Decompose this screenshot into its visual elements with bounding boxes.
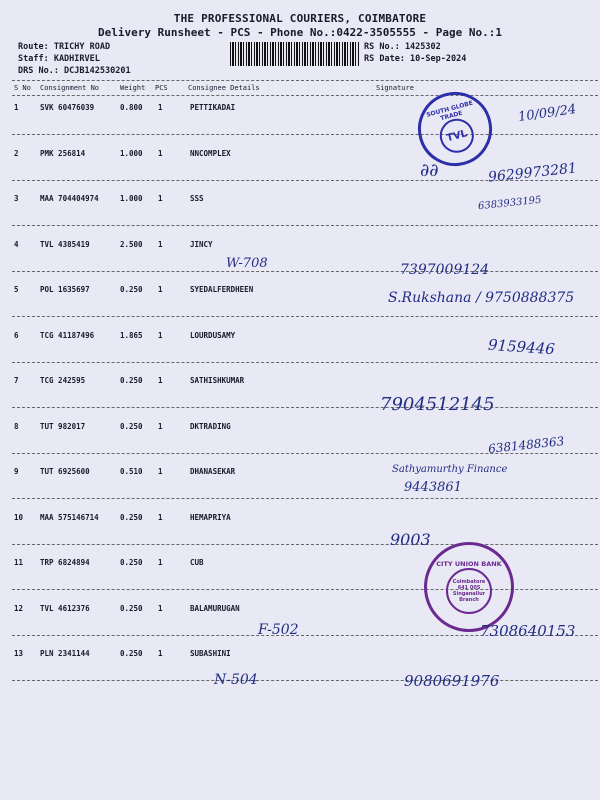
cell-weight: 0.250 (120, 603, 143, 613)
cell-consignment: POL 1635697 (40, 285, 90, 294)
cell-weight: 0.250 (120, 649, 143, 658)
cell-pcs: 1 (158, 194, 163, 203)
sig-row12-note: F-502 (258, 622, 299, 638)
cell-consignee: LOURDUSAMY (190, 330, 236, 340)
header-rule-top (12, 80, 598, 81)
route-label: Route: TRICHY ROAD (18, 42, 111, 52)
cell-pcs: 1 (158, 558, 163, 567)
sig-row10-phone: 9003 (390, 530, 431, 549)
sig-row2-mark: ∂∂ (420, 160, 439, 181)
row-divider (12, 498, 598, 499)
cell-weight: 0.250 (120, 376, 143, 385)
cell-sno: 1 (14, 103, 19, 112)
cell-sno: 9 (14, 467, 19, 476)
cell-weight: 1.000 (120, 194, 143, 203)
cell-pcs: 1 (158, 467, 163, 476)
cell-weight: 0.250 (120, 512, 143, 522)
cell-consignee: HEMAPRIYA (190, 512, 231, 522)
cell-weight: 1.000 (120, 148, 143, 158)
stamp-inner-text: TVL (436, 115, 478, 157)
cell-consignment: TUT 982017 (40, 421, 86, 431)
cell-consignment: PMK 256814 (40, 148, 86, 158)
row-divider (12, 134, 598, 135)
cell-sno: 8 (14, 421, 19, 431)
cell-pcs: 1 (158, 103, 163, 112)
cell-consignee: DHANASEKAR (190, 467, 236, 476)
sig-row13-phone: 9080691976 (404, 672, 500, 690)
cell-pcs: 1 (158, 376, 163, 385)
cell-weight: 0.250 (120, 558, 143, 567)
cell-weight: 0.250 (120, 285, 143, 294)
cell-pcs: 1 (158, 239, 163, 249)
cell-consignment: MAA 704404974 (40, 194, 99, 203)
cell-consignee: JINCY (190, 239, 213, 249)
cell-consignee: CUB (190, 558, 204, 567)
cell-consignment: TVL 4612376 (40, 603, 90, 613)
row-divider (12, 225, 598, 226)
sig-row6-phone: 9159446 (487, 335, 556, 359)
cell-consignment: TCG 41187496 (40, 330, 95, 340)
cell-sno: 7 (14, 376, 19, 385)
sig-row4-note: W-708 (226, 256, 268, 271)
cell-pcs: 1 (158, 603, 163, 613)
col-weight: Weight (120, 84, 146, 92)
cell-consignee: SATHISHKUMAR (190, 376, 245, 385)
sig-row1-date: 10/09/24 (517, 102, 578, 125)
cell-sno: 4 (14, 239, 19, 249)
cell-weight: 2.500 (120, 239, 143, 249)
col-signature: Signature (376, 84, 414, 92)
sig-row7-phone: 7904512145 (380, 394, 495, 415)
row-divider (12, 271, 598, 272)
cell-consignment: TUT 6925600 (40, 467, 90, 476)
col-consignment: Consignment No (40, 84, 100, 92)
cell-consignee: SYEDALFERDHEEN (190, 285, 254, 294)
header-rule-bottom (12, 95, 598, 96)
rs-number: RS No.: 1425302 (364, 42, 441, 52)
cell-consignment: MAA 575146714 (40, 512, 99, 522)
sig-row4-phone: 7397009124 (400, 262, 490, 278)
row-divider (12, 316, 598, 317)
cell-consignee: DKTRADING (190, 421, 231, 431)
sig-row9-phone: 9443861 (404, 480, 462, 495)
cell-pcs: 1 (158, 148, 163, 158)
cell-pcs: 1 (158, 512, 163, 522)
bank-stamp-name: CITY UNION BANK (436, 560, 502, 568)
cell-consignment: PLN 2341144 (40, 649, 90, 658)
bank-stamp-branch: Coimbatore 641 005 Singanallur Branch (446, 568, 492, 614)
sig-row2-phone: 9629973281 (487, 160, 578, 186)
sig-row9-name: Sathyamurthy Finance (392, 464, 508, 475)
cell-sno: 11 (14, 558, 24, 567)
cell-weight: 0.510 (120, 467, 143, 476)
cell-sno: 13 (14, 649, 24, 658)
cell-sno: 10 (14, 512, 24, 522)
cell-weight: 0.800 (120, 103, 143, 112)
cell-consignee: NNCOMPLEX (190, 148, 231, 158)
col-consignee: Consignee Details (188, 84, 260, 92)
cell-consignee: BALAMURUGAN (190, 603, 240, 613)
cell-sno: 3 (14, 194, 19, 203)
cell-consignee: SSS (190, 194, 204, 203)
cell-sno: 2 (14, 148, 19, 158)
row-divider (12, 407, 598, 408)
row-divider (12, 544, 598, 545)
cell-consignee: SUBASHINI (190, 649, 231, 658)
cell-sno: 5 (14, 285, 19, 294)
staff-label: Staff: KADHIRVEL (18, 54, 100, 64)
runsheet-subtitle: Delivery Runsheet - PCS - Phone No.:0422-3505555 - Page No.:1 (98, 26, 502, 39)
cell-consignment: TRP 6824894 (40, 558, 90, 567)
cell-consignee: PETTIKADAI (190, 103, 236, 112)
row-divider (12, 680, 598, 681)
sig-row12-phone: 7308640153 (480, 622, 576, 640)
cell-pcs: 1 (158, 649, 163, 658)
col-sno: S No (14, 84, 31, 92)
cell-pcs: 1 (158, 330, 163, 340)
cell-consignment: TCG 242595 (40, 376, 86, 385)
cell-consignment: TVL 4385419 (40, 239, 90, 249)
rs-date: RS Date: 10-Sep-2024 (364, 54, 467, 64)
company-title: THE PROFESSIONAL COURIERS, COIMBATORE (173, 12, 427, 25)
stamp-outer-text: SOUTH GLOBE TRADE (425, 99, 474, 123)
barcode-image (230, 42, 360, 66)
sig-row3-phone: 6383933195 (477, 194, 543, 213)
cell-pcs: 1 (158, 421, 163, 431)
sig-row13-note: N-504 (214, 672, 258, 688)
cell-consignment: SVK 60476039 (40, 103, 95, 112)
drs-number: DRS No.: DCJB142530201 (18, 66, 131, 76)
city-union-bank-stamp (424, 542, 514, 632)
cell-sno: 12 (14, 603, 24, 613)
row-divider (12, 362, 598, 363)
sig-row8-phone: 6381488363 (487, 434, 565, 456)
sig-row5: S.Rukshana / 9750888375 (388, 290, 575, 306)
cell-weight: 1.865 (120, 330, 143, 340)
cell-pcs: 1 (158, 285, 163, 294)
cell-sno: 6 (14, 330, 19, 340)
col-pcs: PCS (155, 84, 168, 92)
cell-weight: 0.250 (120, 421, 143, 431)
